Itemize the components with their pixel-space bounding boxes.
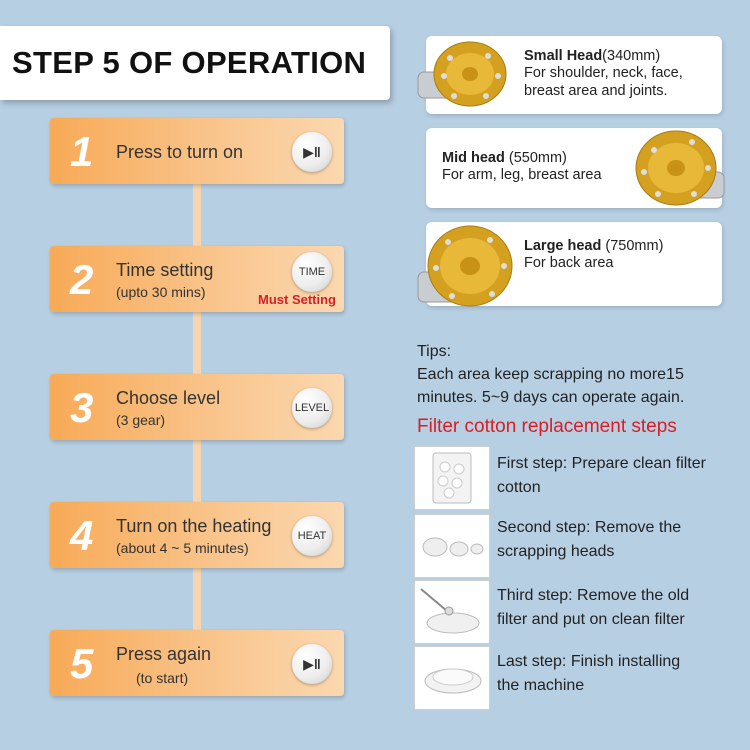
title-banner [0, 26, 390, 100]
step-sublabel: (about 4 ~ 5 minutes) [116, 540, 249, 556]
step-label: Press again [116, 644, 212, 664]
step-number: 2 [70, 256, 94, 303]
step-sublabel: (to start) [136, 670, 189, 686]
step-sublabel: (3 gear) [116, 412, 166, 428]
step-5 [50, 630, 344, 696]
tips-section [417, 340, 737, 409]
play-pause-icon: ▶‖ [303, 143, 321, 160]
filter-cotton-image [414, 446, 490, 510]
filter-step-2: Second step: Remove the scrapping heads [497, 519, 682, 560]
small-head-icon [414, 38, 510, 116]
head-title: Large head (750mm) [524, 238, 664, 254]
step-2 [50, 246, 344, 312]
tips-line1: Each area keep scrapping no more15 [417, 366, 684, 383]
time-button[interactable] [292, 252, 332, 292]
time-button-label: TIME [298, 266, 326, 278]
head-desc-line2: breast area and joints. [524, 83, 668, 99]
step-number: 5 [70, 640, 94, 687]
mid-head-card [426, 128, 722, 208]
step-4 [50, 502, 344, 568]
large-head-icon [414, 222, 514, 314]
head-desc-line1: For shoulder, neck, face, [524, 65, 683, 81]
head-desc-line1: For back area [524, 255, 614, 271]
step-label: Choose level [116, 388, 221, 408]
step-number: 4 [70, 512, 94, 559]
head-desc-line1: For arm, leg, breast area [442, 167, 602, 183]
tips-line2: minutes. 5~9 days can operate again. [417, 389, 685, 406]
heat-button-label: HEAT [297, 530, 327, 542]
large-head-card [426, 222, 722, 306]
step-label: Time setting [116, 260, 214, 280]
play-pause-icon: ▶‖ [303, 655, 321, 672]
play-pause-button[interactable] [292, 132, 332, 172]
level-button-label: LEVEL [294, 402, 330, 414]
filter-step-4: Last step: Finish installing the machine [497, 653, 681, 694]
play-pause-button[interactable] [292, 644, 332, 684]
step-label: Turn on the heating [116, 516, 272, 536]
filter-step-3: Third step: Remove the old filter and put on clean filter [497, 587, 690, 628]
step-1 [50, 118, 344, 184]
small-head-card [426, 36, 722, 114]
replace-filter-image [414, 580, 490, 644]
installed-machine-image [414, 646, 490, 710]
mid-head-icon [632, 128, 728, 210]
step-3 [50, 374, 344, 440]
page-title: STEP 5 OF OPERATION [12, 45, 367, 80]
step-number: 1 [70, 128, 94, 175]
head-title: Mid head (550mm) [442, 150, 567, 166]
must-setting-note: Must Setting [258, 292, 336, 307]
tips-label: Tips: [417, 343, 452, 360]
step-label: Press to turn on [116, 142, 244, 162]
remove-heads-image [414, 514, 490, 578]
head-title: Small Head(340mm) [524, 48, 661, 64]
heat-button[interactable] [292, 516, 332, 556]
level-button[interactable] [292, 388, 332, 428]
filter-step-1: First step: Prepare clean filter cotton [497, 455, 706, 496]
filter-steps-title: Filter cotton replacement steps [417, 416, 677, 437]
step-sublabel: (upto 30 mins) [116, 284, 206, 300]
step-number: 3 [70, 384, 94, 431]
